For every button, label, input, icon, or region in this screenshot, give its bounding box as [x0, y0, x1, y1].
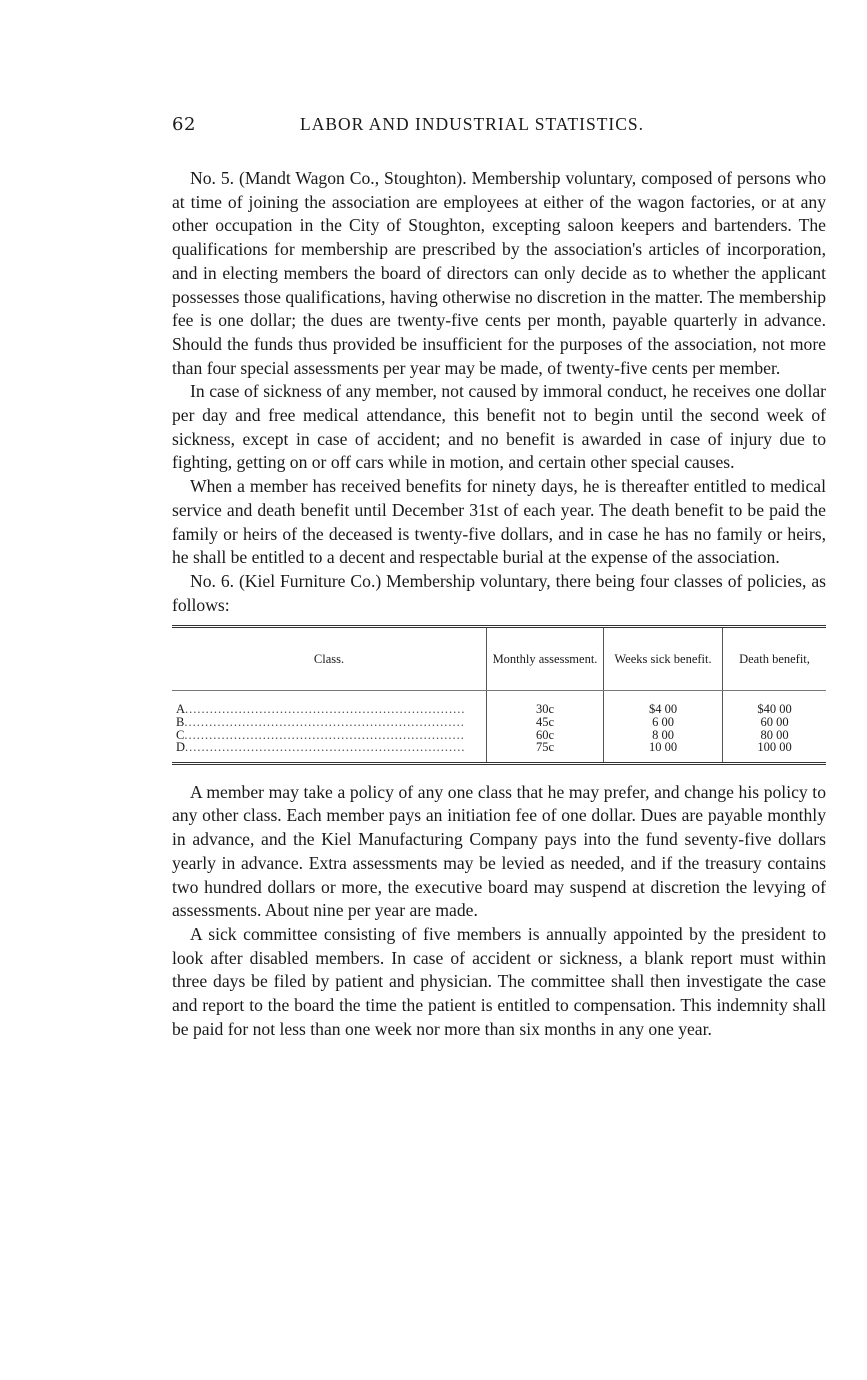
class-label: B	[176, 715, 185, 729]
policy-classes-table	[172, 625, 826, 764]
running-title: LABOR AND INDUSTRIAL STATISTICS.	[300, 114, 644, 134]
header-death-benefit: Death benefit,	[723, 627, 827, 691]
table-row	[172, 716, 826, 729]
class-label: D	[176, 741, 186, 755]
cell-monthly: 45c	[487, 716, 604, 729]
cell-death: 80 00	[723, 729, 827, 742]
cell-monthly: 75c	[487, 741, 604, 763]
table-row	[172, 691, 826, 716]
cell-class	[172, 691, 487, 716]
header-class: Class.	[172, 627, 487, 691]
paragraph-kiel-furniture: No. 6. (Kiel Furniture Co.) Membership voluntary, there being four classes of policies, as follows:	[172, 570, 826, 615]
table-row	[172, 729, 826, 742]
policy-classes-table-wrapper	[172, 625, 826, 764]
paragraph-death-benefit: When a member has received benefits for ninety days, he is thereafter entitled to medical service and death benefit until December 31st of each year. The death benefit to be paid the family or heirs of the deceased is twenty-five dollars, and in case he has no family or heirs, he shall be entitled to a decent and respectable burial at the expense of the association.	[172, 476, 826, 568]
header-weeks-sick-benefit: Weeks sick benefit.	[604, 627, 723, 691]
cell-weeks: 8 00	[604, 729, 723, 742]
page-number: 62	[172, 114, 197, 135]
paragraph-sickness-benefit: In case of sickness of any member, not caused by immoral conduct, he receives one dollar per day and free medical attendance, this benefit not to begin until the second week of sickness, except in case of accident; and no benefit is awarded in case of injury due to fighting, getting on or off cars while in motion, and certain other special causes.	[172, 381, 826, 473]
cell-death: 100 00	[723, 741, 827, 763]
header-monthly-assessment: Monthly assessment.	[487, 627, 604, 691]
table-row	[172, 741, 826, 763]
leader-dots: ....................................................................	[185, 702, 466, 716]
page-header	[172, 110, 826, 140]
table-header-row	[172, 627, 826, 691]
cell-weeks: 6 00	[604, 716, 723, 729]
cell-death: $40 00	[723, 691, 827, 716]
leader-dots: ....................................................................	[184, 728, 465, 742]
class-label: A	[176, 702, 186, 716]
cell-death: 60 00	[723, 716, 827, 729]
cell-monthly: 30c	[487, 691, 604, 716]
leader-dots: ....................................................................	[185, 741, 466, 755]
document-page	[172, 110, 826, 1041]
cell-weeks: $4 00	[604, 691, 723, 716]
cell-weeks: 10 00	[604, 741, 723, 763]
cell-class	[172, 729, 487, 742]
cell-monthly: 60c	[487, 729, 604, 742]
cell-class	[172, 716, 487, 729]
leader-dots: ....................................................................	[184, 715, 465, 729]
class-label: C	[176, 728, 185, 742]
cell-class	[172, 741, 487, 763]
paragraph-sick-committee: A sick committee consisting of five members is annually appointed by the president to look after disabled members. In case of accident or sickness, a blank report must within three days be filed by patient and physician. The committee shall then investigate the case and report to the board the time the patient is entitled to compensation. This indemnity shall be paid for not less than one week nor more than six months in any one year.	[172, 923, 826, 1039]
paragraph-mandt-wagon: No. 5. (Mandt Wagon Co., Stoughton). Membership voluntary, composed of persons who at time of joining the association are employees at either of the wagon factories, or at any other occupation in the City of Stoughton, excepting saloon keepers and bartenders. The qualifications for membership are prescribed by the association's articles of incorporation, and in electing members the board of directors can only decide as to whether the applicant possesses those qualifications, having otherwise no discretion in the matter. The membership fee is one dollar; the dues are twenty-five cents per month, payable quarterly in advance. Should the funds thus provided be insufficient for the purposes of the association, not more than four special assessments per year may be made, of twenty-five cents per member.	[172, 168, 826, 378]
paragraph-policy-rules: A member may take a policy of any one class that he may prefer, and change his policy to any other class. Each member pays an initiation fee of one dollar. Dues are payable monthly in advance, and the Kiel Manufacturing Company pays into the fund seventy-five dollars yearly in advance. Extra assessments may be levied as needed, and if the treasury contains two hundred dollars or more, the executive board may suspend at discretion the levying of assessments. About nine per year are made.	[172, 781, 826, 921]
